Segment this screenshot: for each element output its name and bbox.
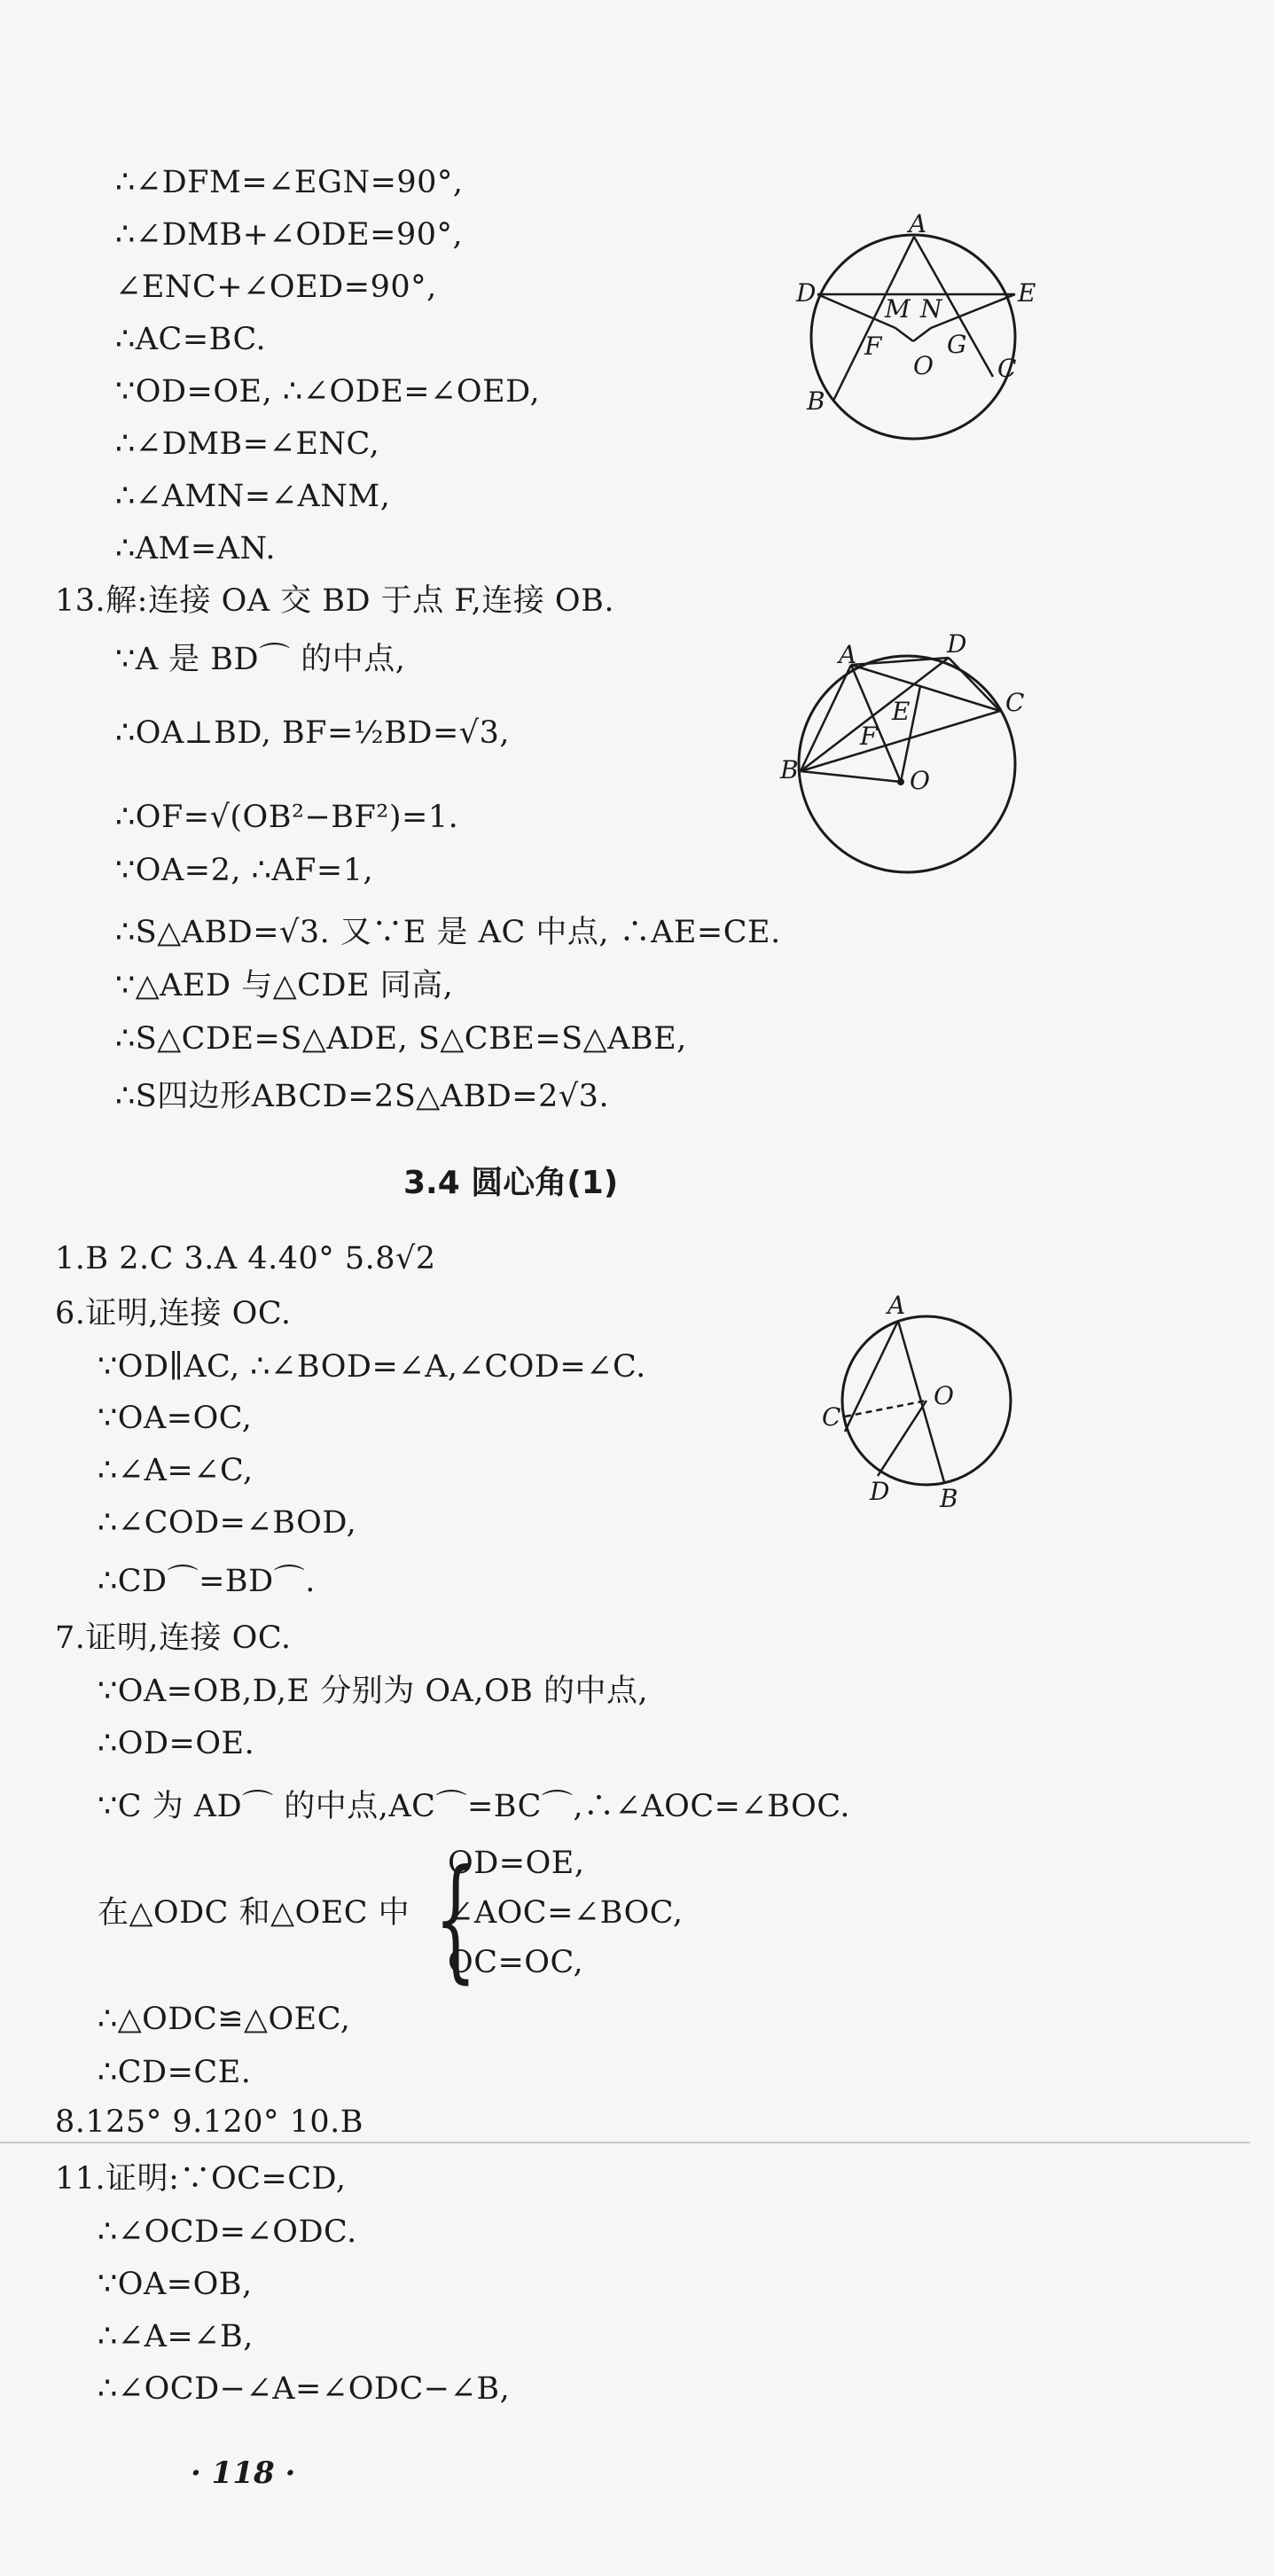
page-number: · 118 · [191, 2455, 296, 2491]
label: F [860, 722, 878, 751]
label: B [780, 755, 799, 785]
label: E [1018, 278, 1036, 308]
label: E [892, 697, 911, 726]
text-line: ∴AM=AN. [115, 531, 276, 566]
text-line: ∴∠OCD=∠ODC. [98, 2214, 357, 2250]
text-line: ∴OA⊥BD, BF=½BD=√3, [115, 715, 510, 751]
text-line: ∴∠DMB=∠ENC, [115, 426, 380, 462]
label: B [807, 386, 825, 416]
text-line: ∴CD⌒=BD⌒. [98, 1564, 316, 1599]
figure-central-angle [802, 1291, 1033, 1516]
text-line: ∠ENC+∠OED=90°, [115, 269, 437, 305]
figure-circle-star [796, 209, 1036, 443]
divider [0, 2142, 1250, 2143]
label: C [822, 1402, 841, 1432]
text-line: ∴S△ABD=√3. 又∵E 是 AC 中点, ∴AE=CE. [115, 915, 781, 950]
text-line: ∵OA=OB,D,E 分别为 OA,OB 的中点, [98, 1674, 649, 1709]
text-line: 在△ODC 和△OEC 中 [98, 1895, 410, 1931]
label: A [909, 209, 927, 238]
text-line: ∴∠DMB+∠ODE=90°, [115, 217, 464, 253]
text-line: ∵OA=OC, [98, 1401, 253, 1436]
label: O [910, 766, 930, 795]
text-line: ∴OD=OE. [98, 1726, 255, 1761]
label: O [934, 1381, 954, 1410]
label: N [920, 294, 942, 324]
label: C [1005, 688, 1025, 717]
text-line: ∴∠AMN=∠ANM, [115, 479, 391, 514]
text-line: OD=OE, [448, 1846, 585, 1881]
text-line: 13.解:连接 OA 交 BD 于点 F,连接 OB. [55, 583, 614, 619]
text-line: ∵OA=2, ∴AF=1, [115, 853, 374, 888]
section-title: 3.4 圆心角(1) [403, 1165, 619, 1201]
text-line: ∴∠OCD−∠A=∠ODC−∠B, [98, 2371, 511, 2407]
text-line: ∴OF=√(OB²−BF²)=1. [115, 800, 459, 835]
text-line: ∠AOC=∠BOC, [448, 1895, 684, 1931]
text-line: ∴∠A=∠B, [98, 2319, 254, 2354]
label: D [947, 629, 967, 659]
brace: { [434, 1842, 477, 1996]
text-line: ∴∠DFM=∠EGN=90°, [115, 165, 464, 200]
text-line: ∵OD∥AC, ∴∠BOD=∠A,∠COD=∠C. [98, 1349, 646, 1385]
label: B [940, 1484, 958, 1513]
text-line: ∴AC=BC. [115, 322, 267, 357]
text-line: ∴CD=CE. [98, 2055, 252, 2090]
label: A [887, 1291, 906, 1320]
text-line: ∴S四边形ABCD=2S△ABD=2√3. [115, 1079, 610, 1114]
text-line: OC=OC, [448, 1945, 584, 1980]
text-line: 11.证明:∵OC=CD, [55, 2161, 347, 2197]
text-line: ∵△AED 与△CDE 同高, [115, 968, 454, 1003]
text-line: 7.证明,连接 OC. [55, 1620, 292, 1656]
text-line: ∵OA=OB, [98, 2267, 253, 2302]
text-line: 1.B 2.C 3.A 4.40° 5.8√2 [55, 1241, 436, 1276]
text-line: ∵OD=OE, ∴∠ODE=∠OED, [115, 374, 541, 410]
text-line: ∴S△CDE=S△ADE, S△CBE=S△ABE, [115, 1021, 687, 1057]
text-line: 8.125° 9.120° 10.B [55, 2104, 364, 2140]
text-line: 6.证明,连接 OC. [55, 1296, 292, 1331]
label: A [839, 640, 857, 669]
text-line: ∵A 是 BD⌒ 的中点, [115, 642, 406, 677]
text-line: ∵C 为 AD⌒ 的中点,AC⌒=BC⌒,∴∠AOC=∠BOC. [98, 1789, 850, 1824]
figure-quadrilateral-circle [778, 631, 1036, 879]
label: C [997, 354, 1017, 383]
label: M [885, 294, 911, 324]
text-line: ∴△ODC≌△OEC, [98, 2002, 351, 2037]
text-line: ∴∠A=∠C, [98, 1453, 254, 1488]
label: D [870, 1477, 890, 1506]
label: F [864, 332, 882, 361]
label: O [913, 351, 934, 380]
text-line: ∴∠COD=∠BOD, [98, 1505, 357, 1541]
label: D [796, 278, 817, 308]
label: G [947, 330, 967, 359]
